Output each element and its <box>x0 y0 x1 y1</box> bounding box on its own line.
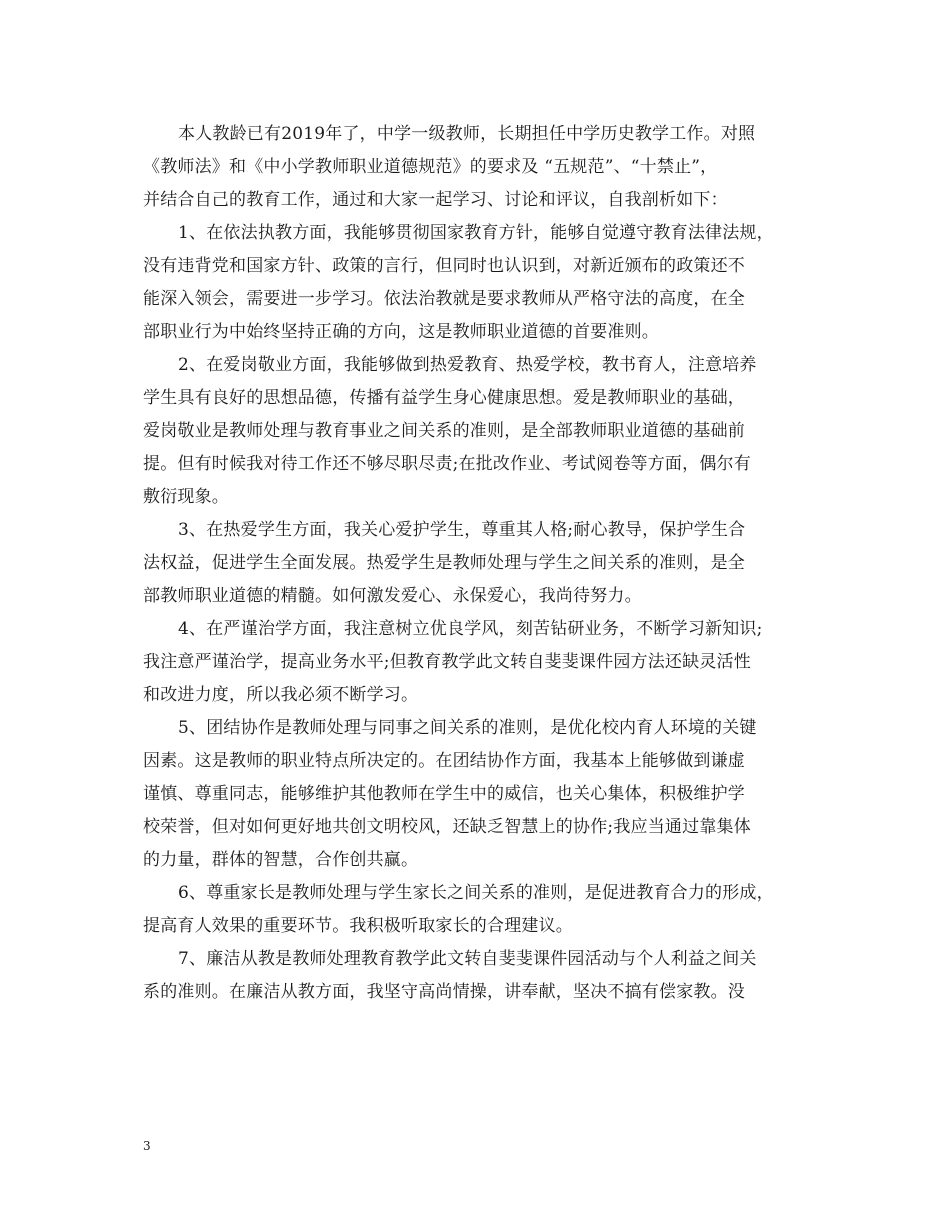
text-line: 提。但有时候我对待工作还不够尽职尽责;在批改作业、考试阅卷等方面，偶尔有 <box>143 454 751 474</box>
text-line: 提高育人效果的重要环节。我积极听取家长的合理建议。 <box>143 916 573 936</box>
text-line: 部教师职业道德的精髓。如何激发爱心、永保爱心，我尚待努力。 <box>143 586 642 606</box>
text-line: 2、在爱岗敬业方面，我能够做到热爱教育、热爱学校，教书育人，注意培养 <box>178 355 757 375</box>
text-line: 7、廉洁从教是教师处理教育教学此文转自斐斐课件园活动与个人利益之间关 <box>178 949 757 969</box>
text-line: 和改进力度，所以我必须不断学习。 <box>143 685 419 705</box>
page-number: 3 <box>143 1139 151 1153</box>
text-line: 爱岗敬业是教师处理与教育事业之间关系的准则，是全部教师职业道德的基础前 <box>143 421 745 441</box>
text-line: 的力量，群体的智慧，合作创共赢。 <box>143 850 419 870</box>
text-line: 没有违背党和国家方针、政策的言行，但同时也认识到，对新近颁布的政策还不 <box>143 256 745 276</box>
text-line: 3、在热爱学生方面，我关心爱护学生，尊重其人格;耐心教导，保护学生合 <box>178 520 746 540</box>
text-line: 4、在严谨治学方面，我注意树立优良学风，刻苦钻研业务，不断学习新知识; <box>178 619 763 639</box>
text-line: 我注意严谨治学，提高业务水平;但教育教学此文转自斐斐课件园方法还缺灵活性 <box>143 652 751 672</box>
text-line: 本人教龄已有2019年了，中学一级教师，长期担任中学历史教学工作。对照 <box>178 124 756 144</box>
text-line: 5、团结协作是教师处理与同事之间关系的准则，是优化校内育人环境的关键 <box>178 718 757 738</box>
text-line: 法权益，促进学生全面发展。热爱学生是教师处理与学生之间关系的准则，是全 <box>143 553 745 573</box>
text-line: 校荣誉，但对如何更好地共创文明校风，还缺乏智慧上的协作;我应当通过靠集体 <box>143 817 751 837</box>
text-line: 系的准则。在廉洁从教方面，我坚守高尚情操，讲奉献，坚决不搞有偿家教。没 <box>143 982 745 1002</box>
text-line: 谨慎、尊重同志，能够维护其他教师在学生中的威信，也关心集体，积极维护学 <box>143 784 745 804</box>
text-line: 《教师法》和《中小学教师职业道德规范》的要求及 “五规范”、“十禁止”， <box>143 157 718 177</box>
text-line: 学生具有良好的思想品德，传播有益学生身心健康思想。爱是教师职业的基础， <box>143 388 745 408</box>
text-line: 1、在依法执教方面，我能够贯彻国家教育方针，能够自觉遵守教育法律法规， <box>178 223 774 243</box>
text-line: 因素。这是教师的职业特点所决定的。在团结协作方面，我基本上能够做到谦虚 <box>143 751 745 771</box>
text-line: 能深入领会，需要进一步学习。依法治教就是要求教师从严格守法的高度，在全 <box>143 289 745 309</box>
text-line: 6、尊重家长是教师处理与学生家长之间关系的准则，是促进教育合力的形成， <box>178 883 774 903</box>
text-line: 敷衍现象。 <box>143 487 229 507</box>
body-text <box>143 118 813 1009</box>
text-line: 部职业行为中始终坚持正确的方向，这是教师职业道德的首要准则。 <box>143 322 659 342</box>
text-line: 并结合自己的教育工作，通过和大家一起学习、讨论和评议，自我剖析如下： <box>143 190 728 210</box>
